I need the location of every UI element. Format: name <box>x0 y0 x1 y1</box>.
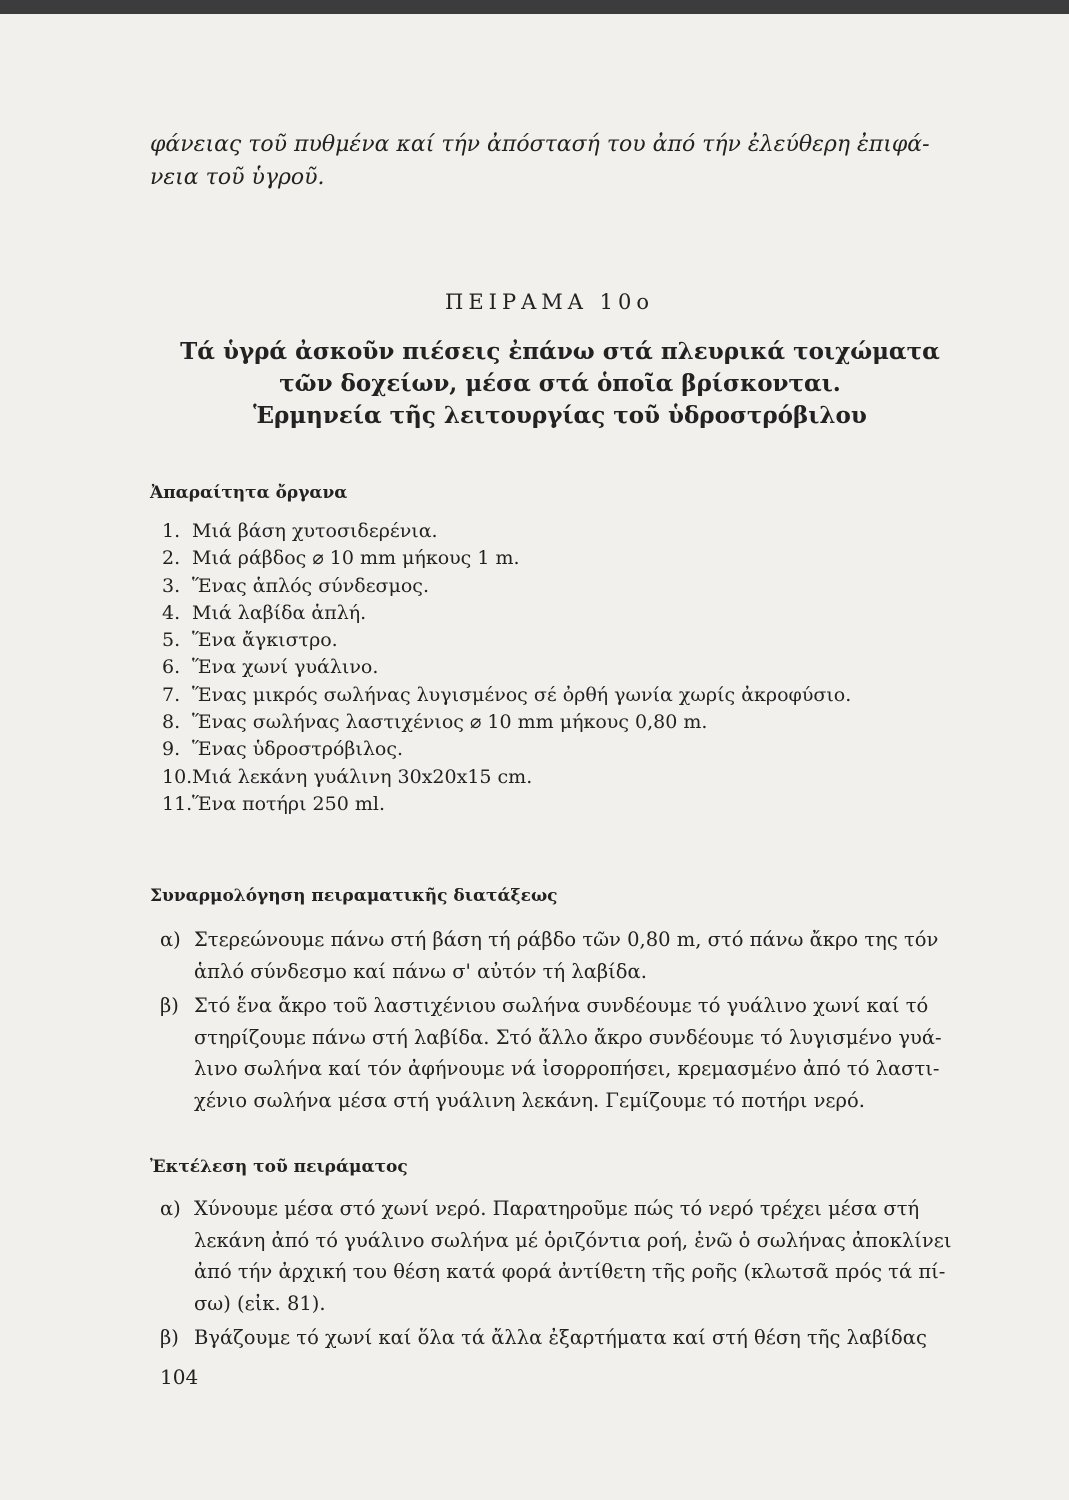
item-text: Ἕνας μικρός σωλήνας λυγισμένος σέ ὀρθή γωνία χωρίς ἀκροφύσιο. <box>192 683 852 706</box>
item-number: 10. <box>162 765 193 788</box>
item-number: 2. <box>162 547 181 570</box>
list-item <box>162 791 862 818</box>
item-text: Μιά λαβίδα ἁπλή. <box>192 601 367 624</box>
list-item <box>162 573 862 600</box>
experiment-title-line: Ἑρμηνεία τῆς λειτουργίας τοῦ ὑδροστρόβιλου <box>253 402 867 429</box>
item-number: 4. <box>162 601 181 624</box>
item-text: Ἕνας ἁπλός σύνδεσμος. <box>192 574 429 597</box>
paragraph-marker: β) <box>160 1326 179 1349</box>
experiment-title-line: τῶν δοχείων, μέσα στά ὁποῖα βρίσκονται. <box>279 370 841 397</box>
list-item <box>162 600 862 627</box>
paragraph-text: Στερεώνουμε πάνω στή βάση τή ράβδο τῶν 0,80 m, στό πάνω ἄκρο της τόν ἁπλό σύνδεσμο καί πάνω σ' αὐτόν τή λαβίδα. <box>194 928 939 983</box>
page-number: 104 <box>160 1365 199 1389</box>
list-item <box>162 709 862 736</box>
paragraph-marker: α) <box>160 928 181 951</box>
item-number: 11. <box>162 792 193 815</box>
list-item <box>162 682 862 709</box>
item-number: 8. <box>162 711 181 734</box>
paragraph-marker: α) <box>160 1197 181 1220</box>
paragraph-text: Στό ἕνα ἄκρο τοῦ λαστιχένιου σωλήνα συνδέουμε τό γυάλινο χωνί καί τό στηρίζουμε πάνω στή λαβίδα. Στό ἄλλο ἄκρο συνδέουμε τό λυγισμένο γυά-λινο σωλήνα καί τόν ἀφήνουμε νά ἰσορροπήσει, κρεμασμένο ἀπό τό λαστι-χένιο σωλήνα μέσα στή γυάλινη λεκάνη. Γεμίζουμε τό ποτήρι νερό. <box>194 994 942 1112</box>
execution-paragraphs <box>160 1193 980 1357</box>
item-number: 5. <box>162 629 181 652</box>
item-number: 7. <box>162 683 181 706</box>
item-text: Ἕνας ὑδροστρόβιλος. <box>192 738 404 761</box>
item-text: Ἕνας σωλήνας λαστιχένιος ⌀ 10 mm μήκους 0,80 m. <box>192 711 708 734</box>
list-item <box>162 654 862 681</box>
item-number: 1. <box>162 520 181 542</box>
paragraph-text: Βγάζουμε τό χωνί καί ὅλα τά ἄλλα ἐξαρτήματα καί στή θέση τῆς λαβίδας <box>194 1326 927 1349</box>
item-text: Μιά βάση χυτοσιδερένια. <box>192 520 438 542</box>
item-text: Ἕνα χωνί γυάλινο. <box>192 656 379 679</box>
experiment-title-line: Τά ὑγρά ἀσκοῦν πιέσεις ἐπάνω στά πλευρικά τοιχώματα <box>180 338 940 365</box>
tools-list <box>162 518 862 818</box>
paragraph <box>160 990 980 1116</box>
list-item <box>162 736 862 763</box>
item-text: Ἕνα ἄγκιστρο. <box>192 629 338 652</box>
item-number: 9. <box>162 738 181 761</box>
list-item <box>162 518 862 545</box>
paragraph <box>160 1193 980 1319</box>
item-number: 6. <box>162 656 181 679</box>
paragraph <box>160 1322 980 1354</box>
tools-heading: Ἀπαραίτητα ὄργανα <box>150 483 348 503</box>
setup-heading: Συναρμολόγηση πειραματικῆς διατάξεως <box>150 886 558 906</box>
item-number: 3. <box>162 574 181 597</box>
paragraph-marker: β) <box>160 994 179 1017</box>
paragraph <box>160 924 980 987</box>
list-item <box>162 764 862 791</box>
experiment-number: ΠΕΙΡΑΜΑ 10ο <box>445 290 654 314</box>
paragraph-text: Χύνουμε μέσα στό χωνί νερό. Παρατηροῦμε πώς τό νερό τρέχει μέσα στή λεκάνη ἀπό τό γυάλινο σωλήνα μέ ὁριζόντια ροή, ἐνῶ ὁ σωλήνας ἀποκλίνει ἀπό τήν ἀρχική του θέση κατά φορά ἀντίθετη τῆς ροῆς (κλωτσᾶ πρός τά πί-σω) (εἰκ. 81). <box>194 1197 952 1315</box>
item-text: Μιά λεκάνη γυάλινη 30x20x15 cm. <box>192 765 533 788</box>
list-item <box>162 545 862 572</box>
item-text: Ἕνα ποτήρι 250 ml. <box>192 792 385 815</box>
execution-heading: Ἐκτέλεση τοῦ πειράματος <box>150 1157 408 1177</box>
intro-paragraph: φάνειας τοῦ πυθμένα καί τήν ἀπόστασή του ἀπό τήν ἐλεύθερη ἐπιφά-νεια τοῦ ὑγροῦ. <box>150 132 930 190</box>
item-text: Μιά ράβδος ⌀ 10 mm μήκους 1 m. <box>192 547 520 570</box>
list-item <box>162 627 862 654</box>
experiment-title <box>150 336 970 432</box>
setup-paragraphs <box>160 924 980 1119</box>
